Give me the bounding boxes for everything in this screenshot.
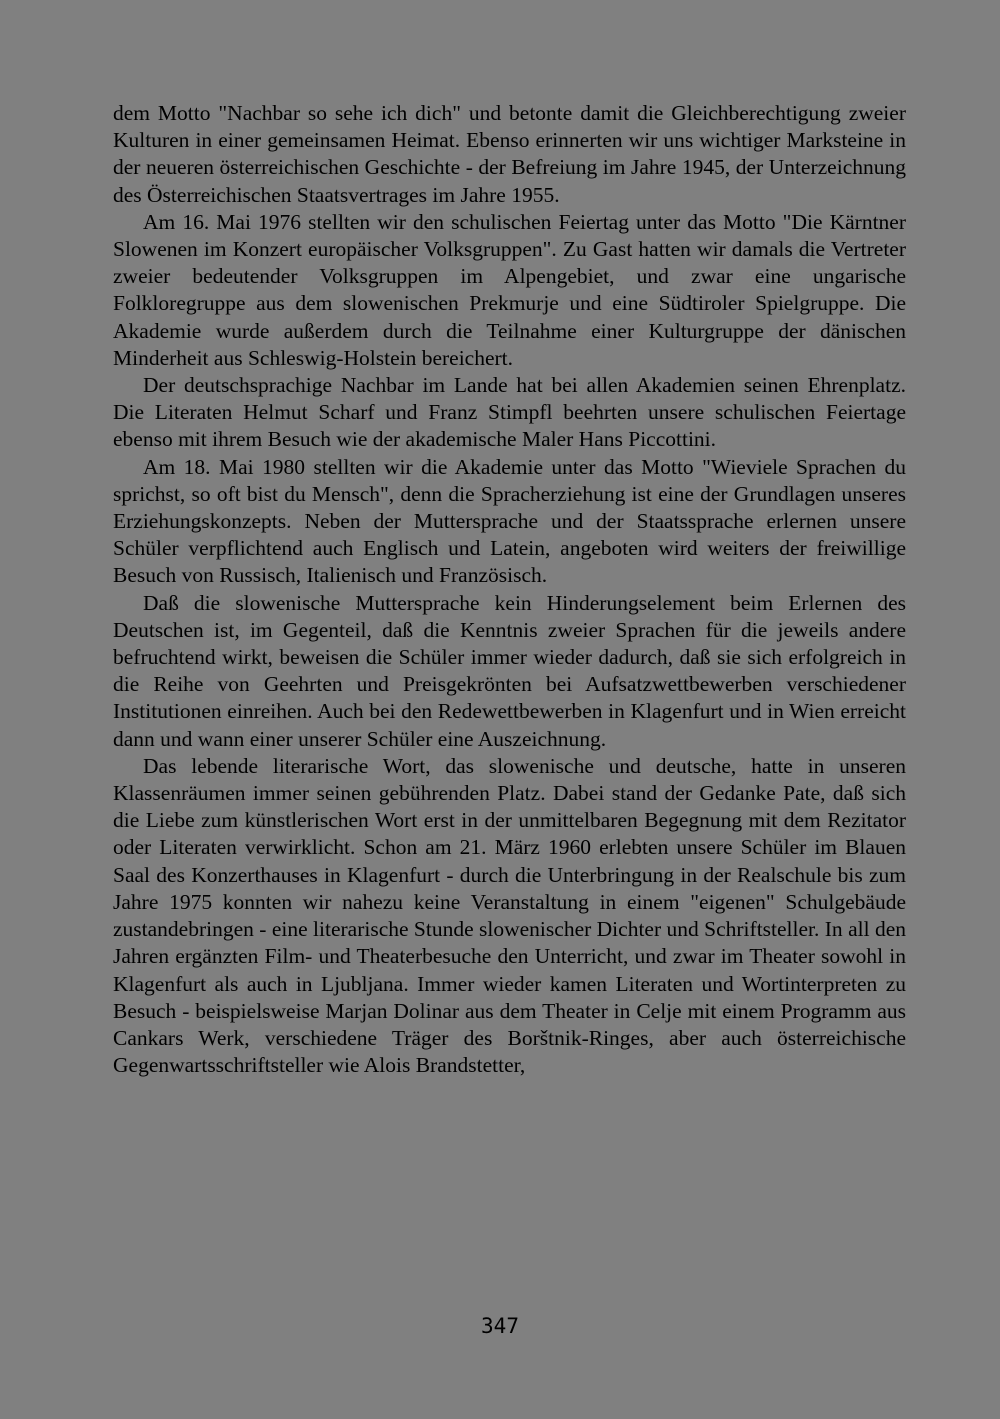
page-number: 347 xyxy=(481,1314,519,1338)
page-body xyxy=(113,100,906,1079)
paragraph-3: Der deutschsprachige Nachbar im Lande hat bei allen Akademien seinen Ehrenplatz. Die Literaten Helmut Scharf und Franz Stimpfl beehrten unsere schulischen Feiertage ebenso mit ihrem Besuch wie der akademische Maler Hans Piccottini. xyxy=(113,373,906,452)
paragraph-1: dem Motto "Nachbar so sehe ich dich" und betonte damit die Gleichberechtigung zweier Kulturen in einer gemeinsamen Heimat. Ebenso erinnerten wir uns wichtiger Marksteine in der neueren österreichischen Geschichte - der Befreiung im Jahre 1945, der Unterzeichnung des Österreichischen Staatsvertrages im Jahre 1955. xyxy=(113,101,906,207)
paragraph-6: Das lebende literarische Wort, das slowenische und deutsche, hatte in unseren Klassenräumen immer seinen gebührenden Platz. Dabei stand der Gedanke Pate, daß sich die Liebe zum künstlerischen Wort erst in der unmittelbaren Begegnung mit dem Rezitator oder Literaten verwirklicht. Schon am 21. März 1960 erlebten unsere Schüler im Blauen Saal des Konzerthauses in Klagenfurt - durch die Unterbringung in der Realschule bis zum Jahre 1975 konnten wir nahezu keine Veranstaltung in einem "eigenen" Schulgebäude zustandebringen - eine literarische Stunde slowenischer Dichter und Schriftsteller. In all den Jahren ergänzten Film- und Theaterbesuche den Unterricht, und zwar im Theater sowohl in Klagenfurt als auch in Ljubljana. Immer wieder kamen Literaten und Wortinterpreten zu Besuch - beispielsweise Marjan Dolinar aus dem Theater in Celje mit einem Programm aus Cankars Werk, verschiedene Träger des Borštnik-Ringes, aber auch österreichische Gegenwartsschriftsteller wie Alois Brandstetter, xyxy=(113,753,906,1078)
paragraph-5: Daß die slowenische Muttersprache kein Hinderungselement beim Erlernen des Deutschen ist, im Gegenteil, daß die Kenntnis zweier Sprachen für die jeweils andere befruchtend wirkt, beweisen die Schüler immer wieder dadurch, daß sie sich erfolgreich in die Reihe von Geehrten und Preisgekrönten bei Aufsatzwettbewerben verschiedener Institutionen einreihen. Auch bei den Redewettbewerben in Klagenfurt und in Wien erreicht dann und wann einer unserer Schüler eine Auszeichnung. xyxy=(113,590,906,751)
paragraph-4: Am 18. Mai 1980 stellten wir die Akademie unter das Motto "Wieviele Sprachen du sprichst, so oft bist du Mensch", denn die Spracherziehung ist eine der Grundlagen unseres Erziehungskonzepts. Neben der Muttersprache und der Staatssprache erlernen unsere Schüler verpflichtend auch Englisch und Latein, angeboten wird weiters der freiwillige Besuch von Russisch, Italienisch und Französisch. xyxy=(113,454,906,588)
paragraph-2: Am 16. Mai 1976 stellten wir den schulischen Feiertag unter das Motto "Die Kärntner Slowenen im Konzert europäischer Volksgruppen". Zu Gast hatten wir damals die Vertreter zweier bedeutender Volksgruppen im Alpengebiet, und zwar eine ungarische Folkloregruppe aus dem slowenischen Prekmurje und eine Südtiroler Spielgruppe. Die Akademie wurde außerdem durch die Teilnahme einer Kulturgruppe der dänischen Minderheit aus Schleswig-Holstein bereichert. xyxy=(113,209,906,370)
